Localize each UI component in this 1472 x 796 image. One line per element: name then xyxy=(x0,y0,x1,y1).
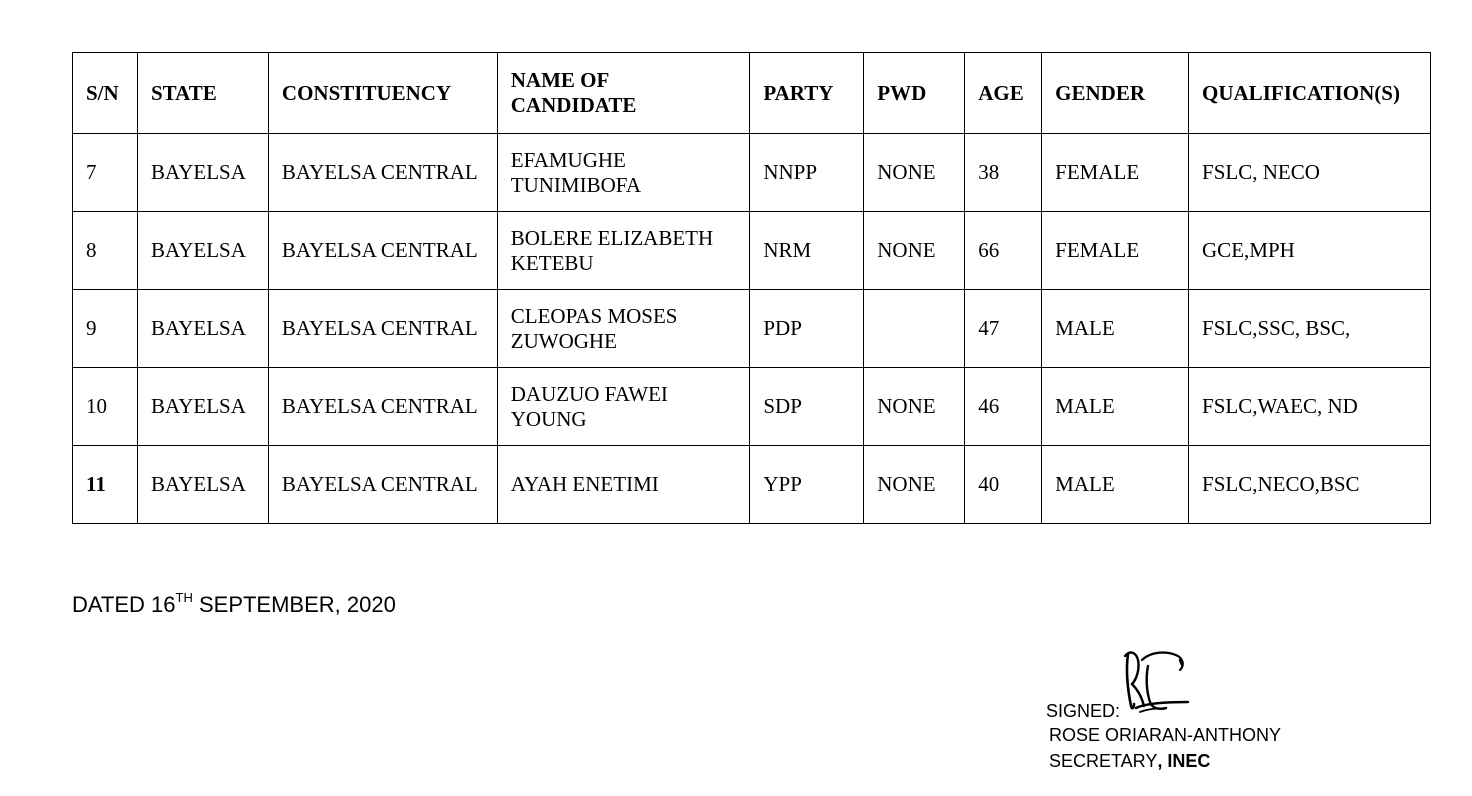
cell-pwd: NONE xyxy=(864,212,965,290)
cell-gender: FEMALE xyxy=(1042,212,1189,290)
cell-pwd: NONE xyxy=(864,446,965,524)
cell-party: PDP xyxy=(750,290,864,368)
cell-constituency: BAYELSA CENTRAL xyxy=(268,134,497,212)
cell-party: NRM xyxy=(750,212,864,290)
cell-gender: MALE xyxy=(1042,368,1189,446)
cell-constituency: BAYELSA CENTRAL xyxy=(268,290,497,368)
cell-pwd xyxy=(864,290,965,368)
signed-label: SIGNED: xyxy=(1046,701,1121,721)
cell-age: 38 xyxy=(965,134,1042,212)
cell-party: YPP xyxy=(750,446,864,524)
handwritten-signature xyxy=(1122,646,1194,718)
table-header xyxy=(73,53,1431,134)
header-gender: GENDER xyxy=(1042,53,1189,134)
cell-qualifications: FSLC,SSC, BSC, xyxy=(1189,290,1431,368)
cell-sn: 10 xyxy=(73,368,138,446)
cell-pwd: NONE xyxy=(864,134,965,212)
cell-sn: 8 xyxy=(73,212,138,290)
cell-candidate-name: DAUZUO FAWEI YOUNG xyxy=(497,368,750,446)
cell-qualifications: FSLC,NECO,BSC xyxy=(1189,446,1431,524)
signed-line xyxy=(1046,646,1281,722)
cell-candidate-name: CLEOPAS MOSES ZUWOGHE xyxy=(497,290,750,368)
cell-gender: MALE xyxy=(1042,446,1189,524)
signatory-title xyxy=(1046,748,1281,774)
table-row xyxy=(73,368,1431,446)
cell-constituency: BAYELSA CENTRAL xyxy=(268,212,497,290)
cell-sn: 9 xyxy=(73,290,138,368)
table-row xyxy=(73,290,1431,368)
header-party: PARTY xyxy=(750,53,864,134)
cell-candidate-name: EFAMUGHE TUNIMIBOFA xyxy=(497,134,750,212)
header-qualifications: QUALIFICATION(S) xyxy=(1189,53,1431,134)
cell-party: NNPP xyxy=(750,134,864,212)
cell-age: 47 xyxy=(965,290,1042,368)
header-candidate-name: NAME OF CANDIDATE xyxy=(497,53,750,134)
dated-ordinal-suffix: TH xyxy=(175,590,193,605)
dated-line xyxy=(72,590,396,620)
cell-gender: FEMALE xyxy=(1042,134,1189,212)
signature-block xyxy=(1046,646,1281,774)
cell-pwd: NONE xyxy=(864,368,965,446)
cell-gender: MALE xyxy=(1042,290,1189,368)
header-pwd: PWD xyxy=(864,53,965,134)
cell-qualifications: FSLC, NECO xyxy=(1189,134,1431,212)
cell-candidate-name: AYAH ENETIMI xyxy=(497,446,750,524)
cell-constituency: BAYELSA CENTRAL xyxy=(268,368,497,446)
cell-qualifications: FSLC,WAEC, ND xyxy=(1189,368,1431,446)
signatory-title-prefix: SECRETARY xyxy=(1049,751,1158,771)
header-state: STATE xyxy=(137,53,268,134)
cell-age: 40 xyxy=(965,446,1042,524)
header-row xyxy=(73,53,1431,134)
cell-state: BAYELSA xyxy=(137,446,268,524)
cell-age: 66 xyxy=(965,212,1042,290)
header-constituency: CONSTITUENCY xyxy=(268,53,497,134)
dated-suffix: SEPTEMBER, 2020 xyxy=(192,592,396,617)
signatory-organization: , INEC xyxy=(1157,751,1211,771)
signatory-name: ROSE ORIARAN-ANTHONY xyxy=(1049,725,1282,745)
table-body xyxy=(73,134,1431,524)
cell-sn: 7 xyxy=(73,134,138,212)
cell-party: SDP xyxy=(750,368,864,446)
cell-qualifications: GCE,MPH xyxy=(1189,212,1431,290)
dated-prefix: DATED 16 xyxy=(72,592,176,617)
cell-state: BAYELSA xyxy=(137,212,268,290)
cell-state: BAYELSA xyxy=(137,290,268,368)
header-age: AGE xyxy=(965,53,1042,134)
table-row xyxy=(73,446,1431,524)
cell-age: 46 xyxy=(965,368,1042,446)
cell-state: BAYELSA xyxy=(137,368,268,446)
table-row xyxy=(73,134,1431,212)
candidates-table xyxy=(72,52,1431,524)
cell-sn: 11 xyxy=(73,446,138,524)
cell-constituency: BAYELSA CENTRAL xyxy=(268,446,497,524)
cell-candidate-name: BOLERE ELIZABETH KETEBU xyxy=(497,212,750,290)
table-row xyxy=(73,212,1431,290)
cell-state: BAYELSA xyxy=(137,134,268,212)
header-sn: S/N xyxy=(73,53,138,134)
